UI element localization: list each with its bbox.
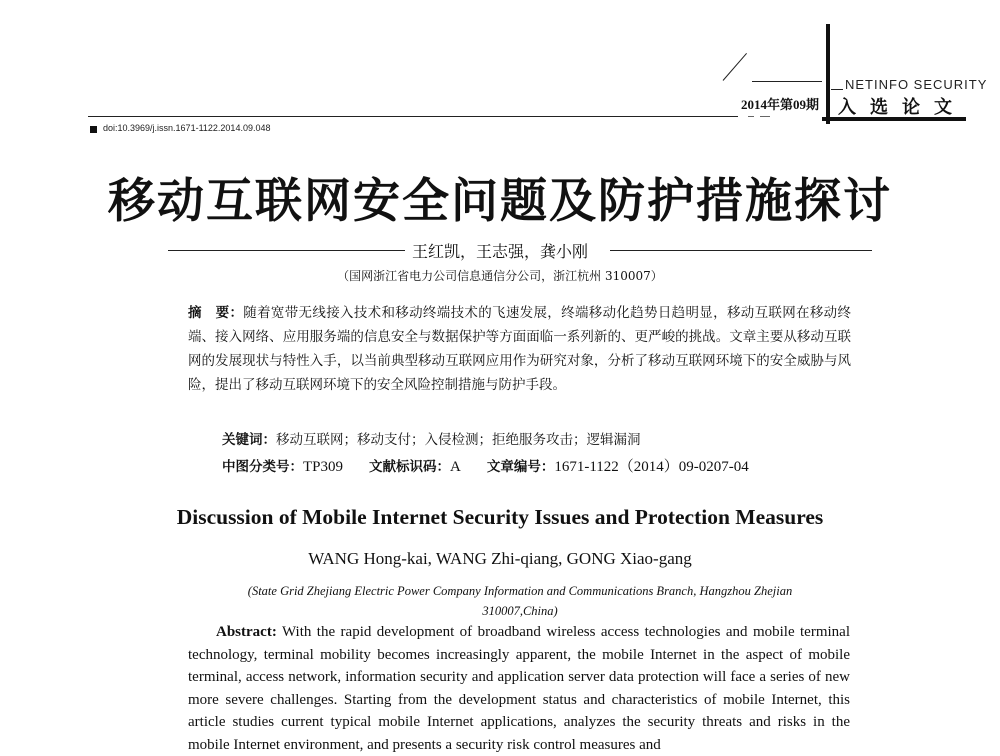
keywords-zh-label: 关键词：	[222, 432, 276, 448]
header-vertical-rule	[826, 24, 830, 124]
article-no-value: 1671-1122（2014）09-0207-04	[554, 459, 749, 475]
authors-zh: 王红凯，王志强，龚小刚	[411, 242, 588, 261]
header-dash	[760, 116, 770, 117]
clc-value: TP309	[303, 459, 344, 475]
section-label: 入选论文	[838, 97, 966, 118]
paper-title-zh: 移动互联网安全问题及防护措施探讨	[108, 174, 892, 229]
header-small-rule	[831, 89, 843, 90]
abstract-zh-label: 摘 要：	[188, 305, 244, 321]
abstract-en	[188, 621, 850, 756]
header-dash	[748, 116, 754, 117]
doc-code-label: 文献标识码：	[369, 459, 451, 475]
abstract-en-text: With the rapid development of broadband wireless access technologies and mobile terminal technology, terminal mobility becomes increasingly apparent, the mobile Internet in the aspect of mobile terminal, access network, information security and application server data protection will face a series of new more severe challenges. Starting from the development status and characteristics of mobile Internet, this article studies current typical mobile Internet applications, analyzes the security threats and risks in the mobile Internet environment, and presents a security risk control measures and	[188, 624, 850, 753]
doi-text: doi:10.3969/j.issn.1671-1122.2014.09.048	[103, 123, 271, 133]
affiliation-zh: （国网浙江省电力公司信息通信分公司，浙江杭州 310007）	[337, 269, 663, 283]
paper-title-en: Discussion of Mobile Internet Security Issues and Protection Measures	[176, 505, 824, 529]
header-top-rule	[752, 81, 822, 82]
keywords-zh-text: 移动互联网；移动支付；入侵检测；拒绝服务攻击；逻辑漏洞	[276, 432, 641, 448]
authors-en: WANG Hong-kai, WANG Zhi-qiang, GONG Xiao-gang	[308, 549, 692, 568]
clc-label: 中图分类号：	[222, 459, 303, 475]
authors-right-rule	[610, 250, 872, 251]
header-rule	[88, 116, 738, 117]
affiliation-en: (State Grid Zhejiang Electric Power Company Information and Communications Branch, Hangzhou Zhejian 310007,China)	[247, 584, 793, 618]
abstract-zh	[188, 301, 851, 397]
keywords-zh	[222, 428, 641, 448]
abstract-en-label: Abstract:	[216, 624, 277, 640]
article-no-label: 文章编号：	[486, 459, 555, 475]
header-slash-rule	[723, 53, 747, 81]
classification-line	[222, 455, 749, 476]
issue-label: 2014年第09期	[741, 97, 820, 112]
abstract-zh-text: 随着宽带无线接入技术和移动终端技术的飞速发展，终端移动化趋势日趋明显，移动互联网在移动终端、接入网络、应用服务端的信息安全与数据保护等方面面临一系列新的、更严峻的挑战。文章主要从移动互联网的发展现状与特性入手，以当前典型移动互联网应用作为研究对象，分析了移动互联网环境下的安全威胁与风险，提出了移动互联网环境下的安全风险控制措施与防护手段。	[188, 305, 852, 393]
journal-brand: NETINFO SECURITY	[845, 77, 988, 92]
doi-bullet-icon	[90, 126, 97, 133]
doc-code-value: A	[450, 459, 461, 475]
